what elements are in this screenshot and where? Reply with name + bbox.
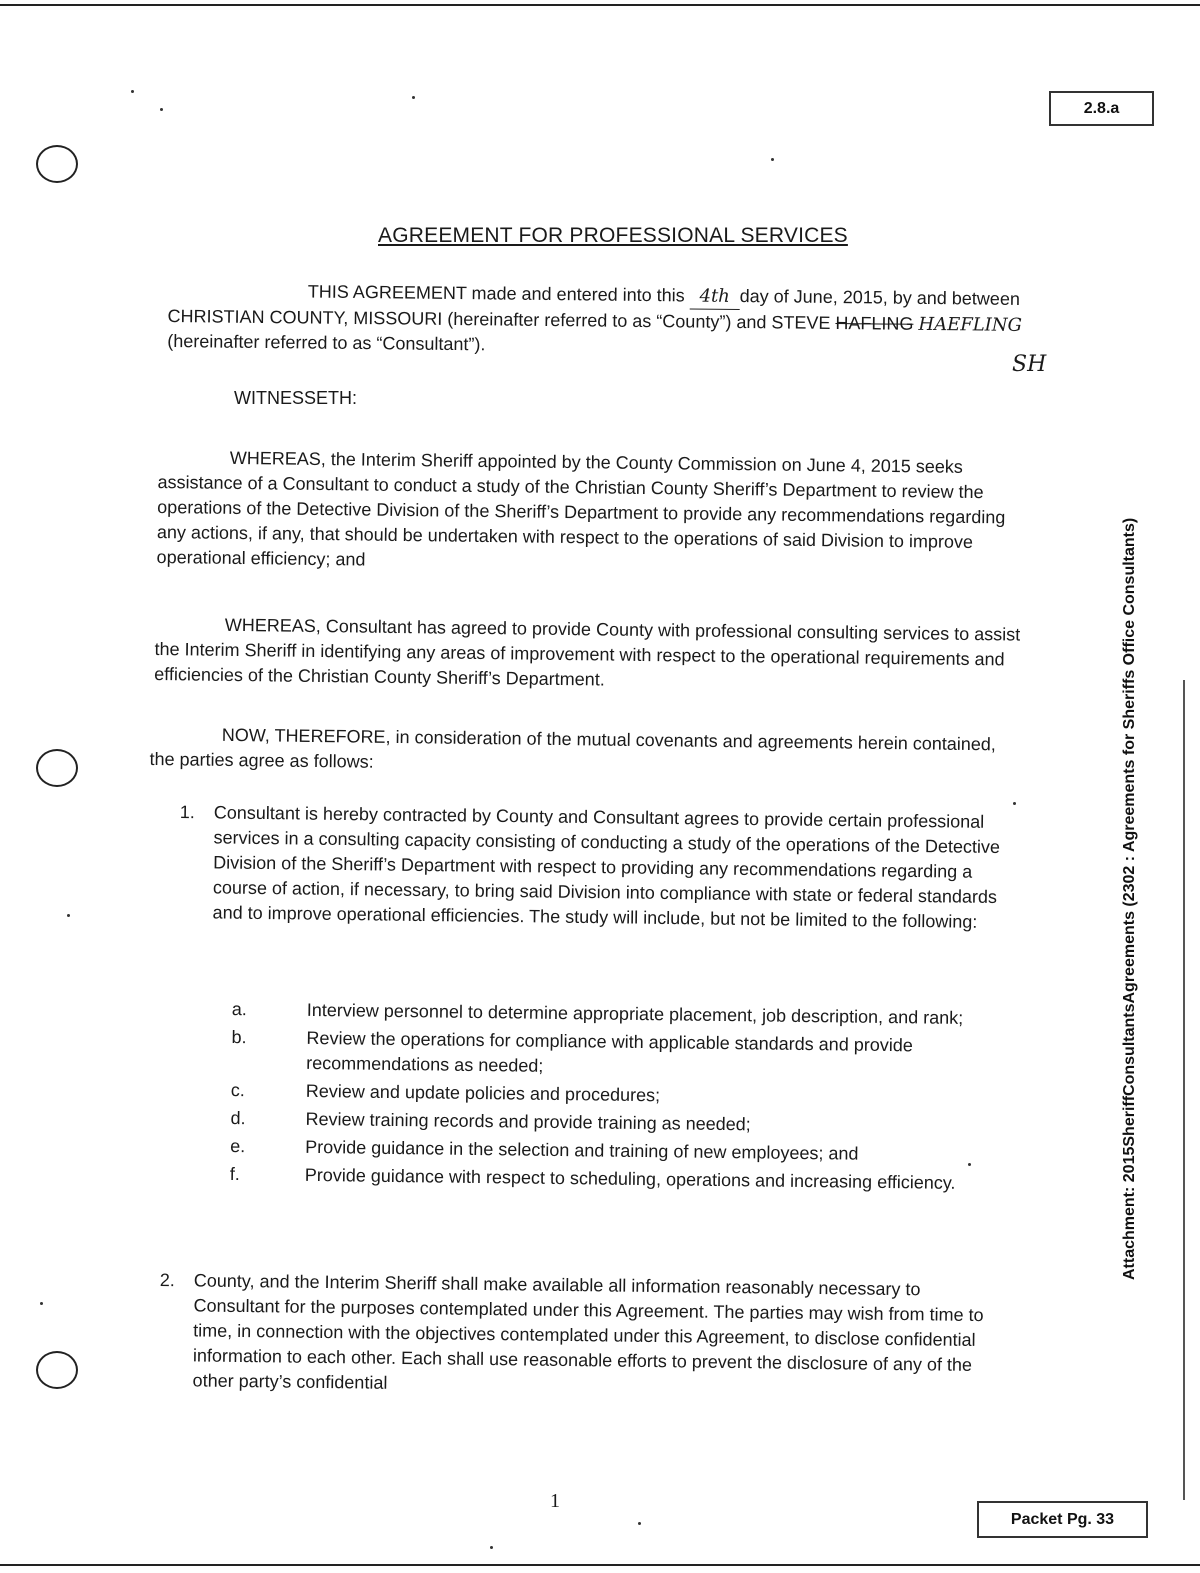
item-letter: a. [231,998,247,1020]
scan-edge-top [0,4,1200,6]
packet-page-stamp: Packet Pg. 33 [977,1501,1148,1538]
whereas-text: the Interim Sheriff appointed by the County Commission on June 4, 2015 seeks assistance of a Consultant to conduct a study of the Christian County Sheriff’s Department to review the operations of the Detective Division of the Sheriff’s Department to provide any recommendations regarding any actions, if any, that should be undertaken with respect to the operations of said Division to improve operational efficiency; and [156,449,1006,570]
item-letter: c. [230,1079,246,1101]
now-therefore-text: in consideration of the mutual covenants and agreements herein contained, the parties agree as follows: [149,726,996,772]
scan-speck [638,1522,641,1525]
scan-speck [1013,802,1016,805]
item-text: Interview personnel to determine appropriate placement, job description, and rank; [306,999,964,1028]
margin-rule [1183,680,1185,1500]
punch-hole-icon [36,1351,78,1389]
item-text: Review training records and provide training as needed; [305,1108,751,1135]
scan-speck [160,108,163,111]
study-items-list [230,997,1012,1200]
now-therefore-lead: NOW, THEREFORE, [221,724,391,747]
scan-speck [40,1302,43,1305]
handwritten-initials: SH [1012,352,1047,377]
whereas-paragraph-2 [154,612,1035,698]
scan-speck [131,90,134,93]
handwritten-correction: HAEFLING [918,313,1023,336]
list-item [231,1025,1012,1085]
witnesseth-heading: WITNESSETH: [234,388,358,408]
intro-text: day of June, 2015, by and between CHRISTIAN COUNTY, MISSOURI (hereinafter referred to as “County”) and STEVE [167,285,1021,333]
punch-hole-icon [36,749,78,787]
clause-text: County, and the Interim Sheriff shall make available all information reasonably necessary to Consultant for the purposes contemplated under this Agreement. The parties may wish from time to time, in connection with the objectives contemplated under this Agreement, to disclose confidential information to each other. Each shall use reasonable efforts to prevent the disclosure of any of the other party’s confidential [192,1270,984,1393]
item-letter: b. [231,1026,247,1048]
struck-name: HAFLING [835,312,914,334]
whereas-lead: WHEREAS, [224,614,321,637]
document-title: AGREEMENT FOR PROFESSIONAL SERVICES [378,224,848,247]
scan-speck [771,158,774,161]
whereas-paragraph-1 [156,445,1007,580]
item-letter: e. [230,1135,246,1157]
clause-number: 2. [159,1269,175,1291]
item-text: Provide guidance with respect to scheduling, operations and increasing efficiency. [304,1164,956,1193]
item-text: Provide guidance in the selection and training of new employees; and [305,1136,859,1164]
scan-speck [412,96,415,99]
clause-number: 1. [179,801,195,823]
whereas-text: Consultant has agreed to provide County with professional consulting services to assist the Interim Sheriff in identifying any areas of improvement with respect to the operational requirements and efficiencies of the Christian County Sheriff’s Department. [154,616,1021,690]
now-therefore-paragraph [149,722,1000,782]
item-text: Review and update policies and procedures; [305,1080,661,1106]
page-number: 1 [550,1490,560,1512]
item-letter: f. [229,1163,240,1185]
intro-lead: THIS AGREEMENT [307,281,467,304]
attachment-side-label: Attachment: 2015SheriffConsultantsAgreements (2302 : Agreements for Sheriffs Office Consultants) [1121,517,1138,1280]
scan-speck [67,914,70,917]
list-item [230,1162,1010,1197]
clause-text: Consultant is hereby contracted by County and Consultant agrees to provide certain professional services in a consulting capacity consisting of conducting a study of the operations of the Detective Division of the Sheriff’s Department with respect to providing any recommendations regarding a course of action, if necessary, to bring said Division into compliance with state or federal standards and to improve operational efficiencies. The study will include, but not be limited to the following: [212,802,1001,932]
scan-speck [490,1546,493,1549]
punch-hole-icon [36,145,78,183]
whereas-lead: WHEREAS, [229,447,326,470]
agenda-item-stamp: 2.8.a [1049,91,1154,126]
clause-2 [158,1268,1009,1403]
clause-1 [178,800,1009,935]
item-text: Review the operations for compliance with applicable standards and provide recommendations as needed; [306,1027,913,1076]
handwritten-day: 4th [690,283,740,310]
intro-text: made and entered into this [466,283,690,306]
intro-paragraph [167,278,1093,364]
scan-edge-bottom [0,1564,1200,1566]
intro-text: (hereinafter referred to as “Consultant”). [167,330,486,355]
item-letter: d. [230,1107,246,1129]
